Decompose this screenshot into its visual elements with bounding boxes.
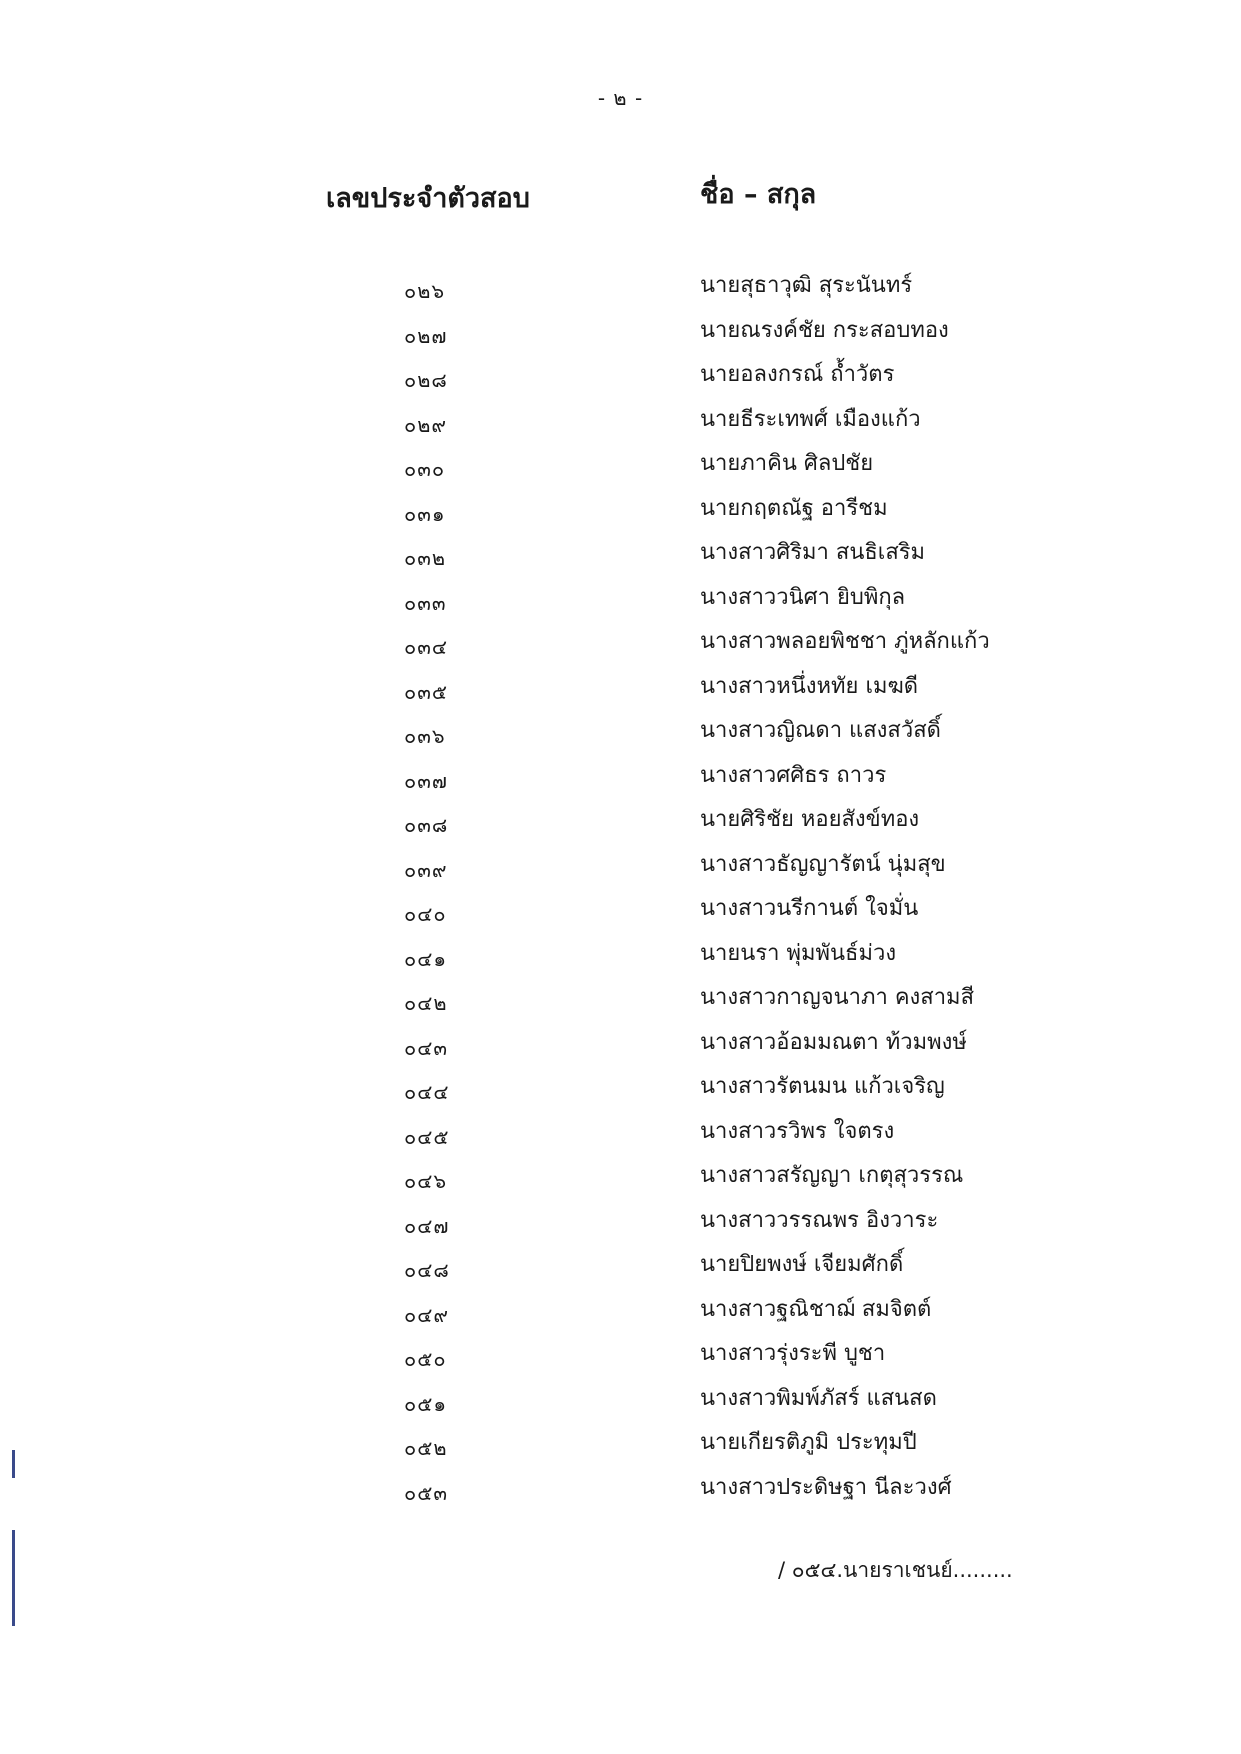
exam-id: ๐๔๔: [404, 1080, 450, 1104]
candidate-name: นางสาวฐณิชาฌ์ สมจิตต์: [700, 1296, 932, 1322]
exam-id: ๐๔๗: [404, 1213, 450, 1238]
list-item: [0, 1467, 1241, 1512]
exam-id: ๐๓๑: [404, 501, 446, 526]
exam-id: ๐๒๗: [404, 323, 448, 348]
candidate-name: นางสาวนรีกานต์ ใจมั่น: [700, 896, 919, 921]
candidate-list: [0, 265, 1241, 1511]
scan-artifact-mark: [12, 1450, 15, 1478]
exam-id: ๐๓๒: [404, 546, 447, 570]
candidate-name: นางสาวประดิษฐา นีละวงศ์: [700, 1474, 952, 1500]
list-item: [0, 354, 1241, 399]
page-number: - ๒ -: [597, 86, 644, 110]
list-item: [0, 1200, 1241, 1245]
exam-id: ๐๕๑: [404, 1391, 448, 1416]
list-item: [0, 577, 1241, 622]
exam-id: ๐๓๙: [404, 857, 448, 882]
exam-id: ๐๓๗: [404, 768, 448, 793]
list-item: [0, 977, 1241, 1022]
exam-id: ๐๔๘: [404, 1258, 450, 1282]
list-item: [0, 1378, 1241, 1423]
list-item: [0, 265, 1241, 310]
list-item: [0, 399, 1241, 444]
list-item: [0, 1289, 1241, 1334]
candidate-name: นางสาวรัตนมน แก้วเจริญ: [700, 1074, 945, 1099]
candidate-name: นางสาววรรณพร อิงวาระ: [700, 1207, 939, 1233]
list-item: [0, 1022, 1241, 1067]
exam-id: ๐๓๔: [404, 635, 449, 659]
list-item: [0, 1066, 1241, 1111]
exam-id: ๐๓๘: [404, 813, 449, 837]
list-item: [0, 888, 1241, 933]
continuation-note: / ๐๕๔.นายราเชนย์.........: [778, 1558, 1013, 1582]
list-item: [0, 933, 1241, 978]
candidate-name: นางสาวรุ่งระพี บูชา: [700, 1341, 886, 1366]
header-full-name: ชื่อ – สกุล: [700, 179, 817, 210]
candidate-name: นางสาวศิริมา สนธิเสริม: [700, 540, 926, 565]
exam-id: ๐๔๖: [404, 1169, 448, 1193]
list-item: [0, 488, 1241, 533]
exam-id: ๐๕๓: [404, 1480, 449, 1505]
exam-id: ๐๒๖: [404, 279, 446, 303]
exam-id: ๐๕๒: [404, 1436, 448, 1460]
candidate-name: นางสาวศศิธร ถาวร: [700, 762, 887, 788]
exam-id: ๐๔๐: [404, 902, 447, 926]
candidate-name: นายปิยพงษ์ เจียมศักดิ์: [700, 1252, 904, 1277]
list-item: [0, 621, 1241, 666]
candidate-name: นางสาวสรัญญา เกตุสุวรรณ: [700, 1163, 964, 1188]
candidate-name: นางสาวอ้อมมณตา ท้วมพงษ์: [700, 1029, 967, 1055]
list-item: [0, 799, 1241, 844]
list-item: [0, 443, 1241, 488]
candidate-name: นายอลงกรณ์ ถ้ำวัตร: [700, 362, 895, 387]
exam-id: ๐๒๘: [404, 368, 448, 392]
list-item: [0, 1422, 1241, 1467]
candidate-name: นางสาวธัญญารัตน์ นุ่มสุข: [700, 851, 946, 877]
candidate-name: นางสาววนิศา ยิบพิกุล: [700, 584, 906, 610]
candidate-name: นางสาวพลอยพิชชา ภู่หลักแก้ว: [700, 629, 990, 654]
candidate-name: นายสุธาวุฒิ สุระนันทร์: [700, 273, 913, 298]
exam-id: ๐๔๕: [404, 1124, 450, 1149]
candidate-name: นายภาคิน ศิลปชัย: [700, 451, 874, 476]
exam-id: ๐๔๑: [404, 946, 448, 971]
candidate-name: นางสาวหนึ่งหทัย เมฆดี: [700, 673, 919, 699]
candidate-name: นายนรา พุ่มพันธ์ม่วง: [700, 940, 897, 966]
list-item: [0, 1333, 1241, 1378]
list-item: [0, 1244, 1241, 1289]
exam-id: ๐๔๙: [404, 1302, 449, 1327]
candidate-name: นายธีระเทพศ์ เมืองแก้ว: [700, 406, 921, 432]
candidate-name: นางสาวกาญจนาภา คงสามสี: [700, 985, 974, 1010]
candidate-name: นายกฤตณัฐ อารีชม: [700, 495, 888, 521]
list-item: [0, 310, 1241, 355]
exam-id: ๐๓๓: [404, 590, 447, 615]
list-item: [0, 532, 1241, 577]
list-item: [0, 755, 1241, 800]
list-item: [0, 1111, 1241, 1156]
exam-id: ๐๔๓: [404, 1035, 449, 1060]
exam-id: ๐๒๙: [404, 412, 448, 437]
exam-id: ๐๓๕: [404, 679, 449, 704]
header-exam-id: เลขประจำตัวสอบ: [326, 183, 530, 214]
exam-id: ๐๓๐: [404, 457, 446, 481]
candidate-name: นายเกียรติภูมิ ประทุมปี: [700, 1430, 917, 1455]
candidate-name: นางสาวรวิพร ใจตรง: [700, 1118, 895, 1144]
exam-id: ๐๓๖: [404, 724, 446, 748]
list-item: [0, 844, 1241, 889]
candidate-name: นายศิริชัย หอยสังข์ทอง: [700, 807, 920, 832]
exam-id: ๐๕๐: [404, 1347, 447, 1371]
exam-id: ๐๔๒: [404, 991, 448, 1015]
list-item: [0, 710, 1241, 755]
candidate-name: นางสาวพิมพ์ภัสร์ แสนสด: [700, 1385, 937, 1411]
list-item: [0, 666, 1241, 711]
list-item: [0, 1155, 1241, 1200]
candidate-name: นางสาวญิณดา แสงสวัสดิ์: [700, 718, 941, 743]
candidate-name: นายณรงค์ชัย กระสอบทอง: [700, 317, 949, 343]
scan-artifact-mark: [12, 1530, 15, 1626]
